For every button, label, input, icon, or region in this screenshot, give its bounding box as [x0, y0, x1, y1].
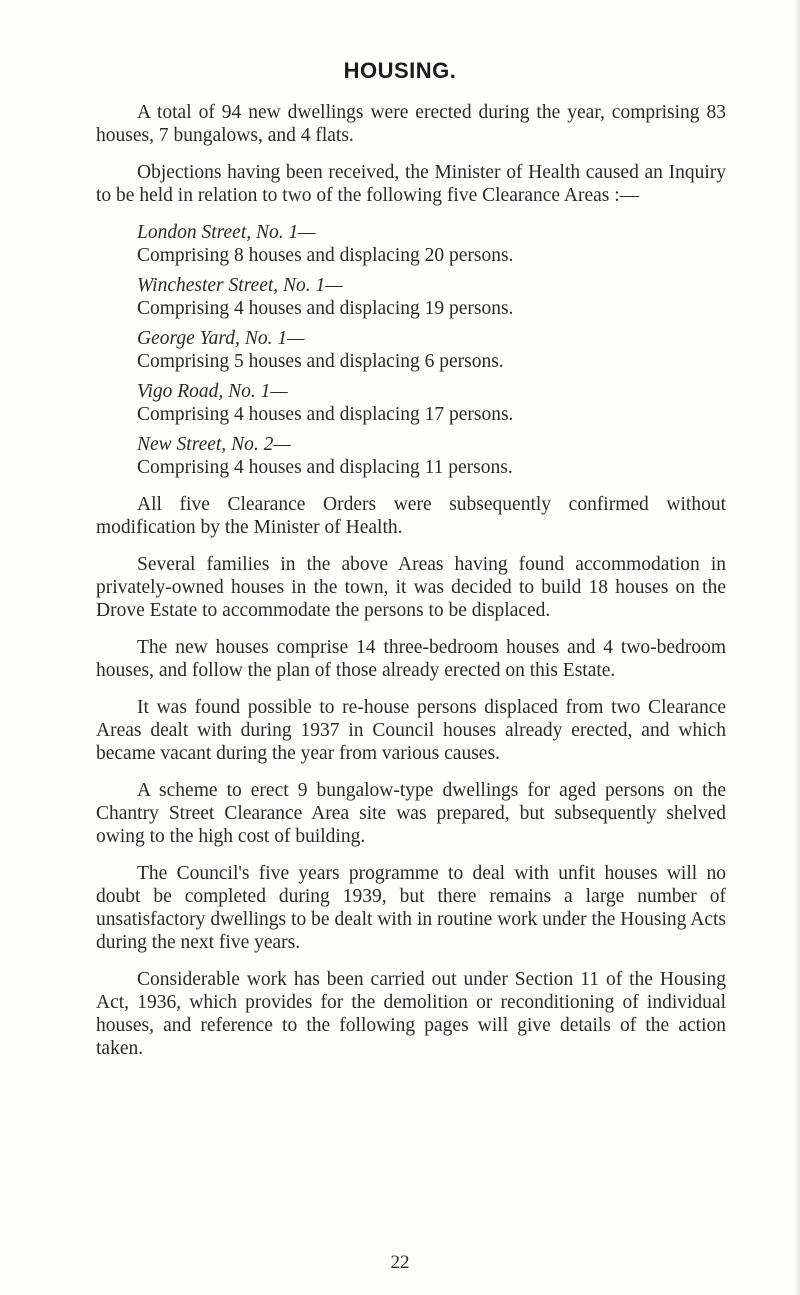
clearance-area-item [96, 221, 726, 267]
clearance-area-number: No. 2— [231, 434, 291, 455]
page-number: 22 [390, 1252, 410, 1273]
clearance-area-item [96, 433, 726, 479]
paragraph-rehousing: It was found possible to re-house persons displaced from two Clearance Areas dealt with during 1937 in Council houses already erected, and which became vacant during the year from various causes. [96, 697, 726, 764]
paragraph-bungalow-scheme: A scheme to erect 9 bungalow-type dwellings for aged persons on the Chantry Street Clearance Area site was prepared, but subsequently shelved owing to the high cost of building. [96, 780, 726, 847]
clearance-area-detail: Comprising 4 houses and displacing 19 persons. [137, 298, 514, 319]
clearance-area-number: No. 1— [228, 381, 288, 402]
paragraph-section-11: Considerable work has been carried out under Section 11 of the Housing Act, 1936, which provides for the demolition or reconditioning of individual houses, and reference to the following pages will give details of the action taken. [96, 969, 726, 1059]
page-edge-shadow [794, 0, 800, 1295]
clearance-area-number: No. 1— [244, 328, 305, 349]
clearance-area-detail: Comprising 5 houses and displacing 6 persons. [137, 351, 504, 372]
clearance-area-detail: Comprising 4 houses and displacing 17 persons. [137, 404, 514, 425]
clearance-area-street: Winchester Street, [137, 275, 279, 296]
paragraph-dwellings-erected: A total of 94 new dwellings were erected during the year, comprising 83 houses, 7 bungalows, and 4 flats. [96, 102, 726, 146]
page-heading: HOUSING. [343, 58, 457, 83]
clearance-area-name [96, 380, 726, 403]
paragraph-drove-estate: Several families in the above Areas having found accommodation in privately-owned houses in the town, it was decided to build 18 houses on the Drove Estate to accommodate the persons to be displaced. [96, 554, 726, 621]
clearance-area-number: No. 1— [255, 222, 316, 243]
clearance-area-name [96, 433, 726, 456]
clearance-area-list [96, 221, 726, 479]
clearance-area-street: George Yard, [137, 328, 240, 349]
clearance-area-name [96, 327, 726, 350]
paragraph-five-year-programme: The Council's five years programme to deal with unfit houses will no doubt be completed during 1939, but there remains a large number of unsatisfactory dwellings to be dealt with in routine work under the Housing Acts during the next five years. [96, 863, 726, 953]
clearance-area-detail: Comprising 8 houses and displacing 20 persons. [137, 245, 514, 266]
paragraph-orders-confirmed: All five Clearance Orders were subsequently confirmed without modification by the Minister of Health. [96, 494, 726, 538]
clearance-area-street: New Street, [137, 434, 227, 455]
paragraph-new-houses: The new houses comprise 14 three-bedroom houses and 4 two-bedroom houses, and follow the plan of those already erected on this Estate. [96, 637, 726, 681]
clearance-area-street: London Street, [137, 222, 252, 243]
clearance-area-detail: Comprising 4 houses and displacing 11 persons. [137, 457, 513, 478]
clearance-area-item [96, 274, 726, 320]
clearance-area-item [96, 327, 726, 373]
body-text [96, 101, 726, 1060]
clearance-area-name [96, 274, 726, 297]
clearance-area-street: Vigo Road, [137, 381, 224, 402]
clearance-area-name [96, 221, 726, 244]
paragraph-objections: Objections having been received, the Minister of Health caused an Inquiry to be held in relation to two of the following five Clearance Areas :— [96, 162, 726, 206]
clearance-area-item [96, 380, 726, 426]
clearance-area-number: No. 1— [283, 275, 343, 296]
